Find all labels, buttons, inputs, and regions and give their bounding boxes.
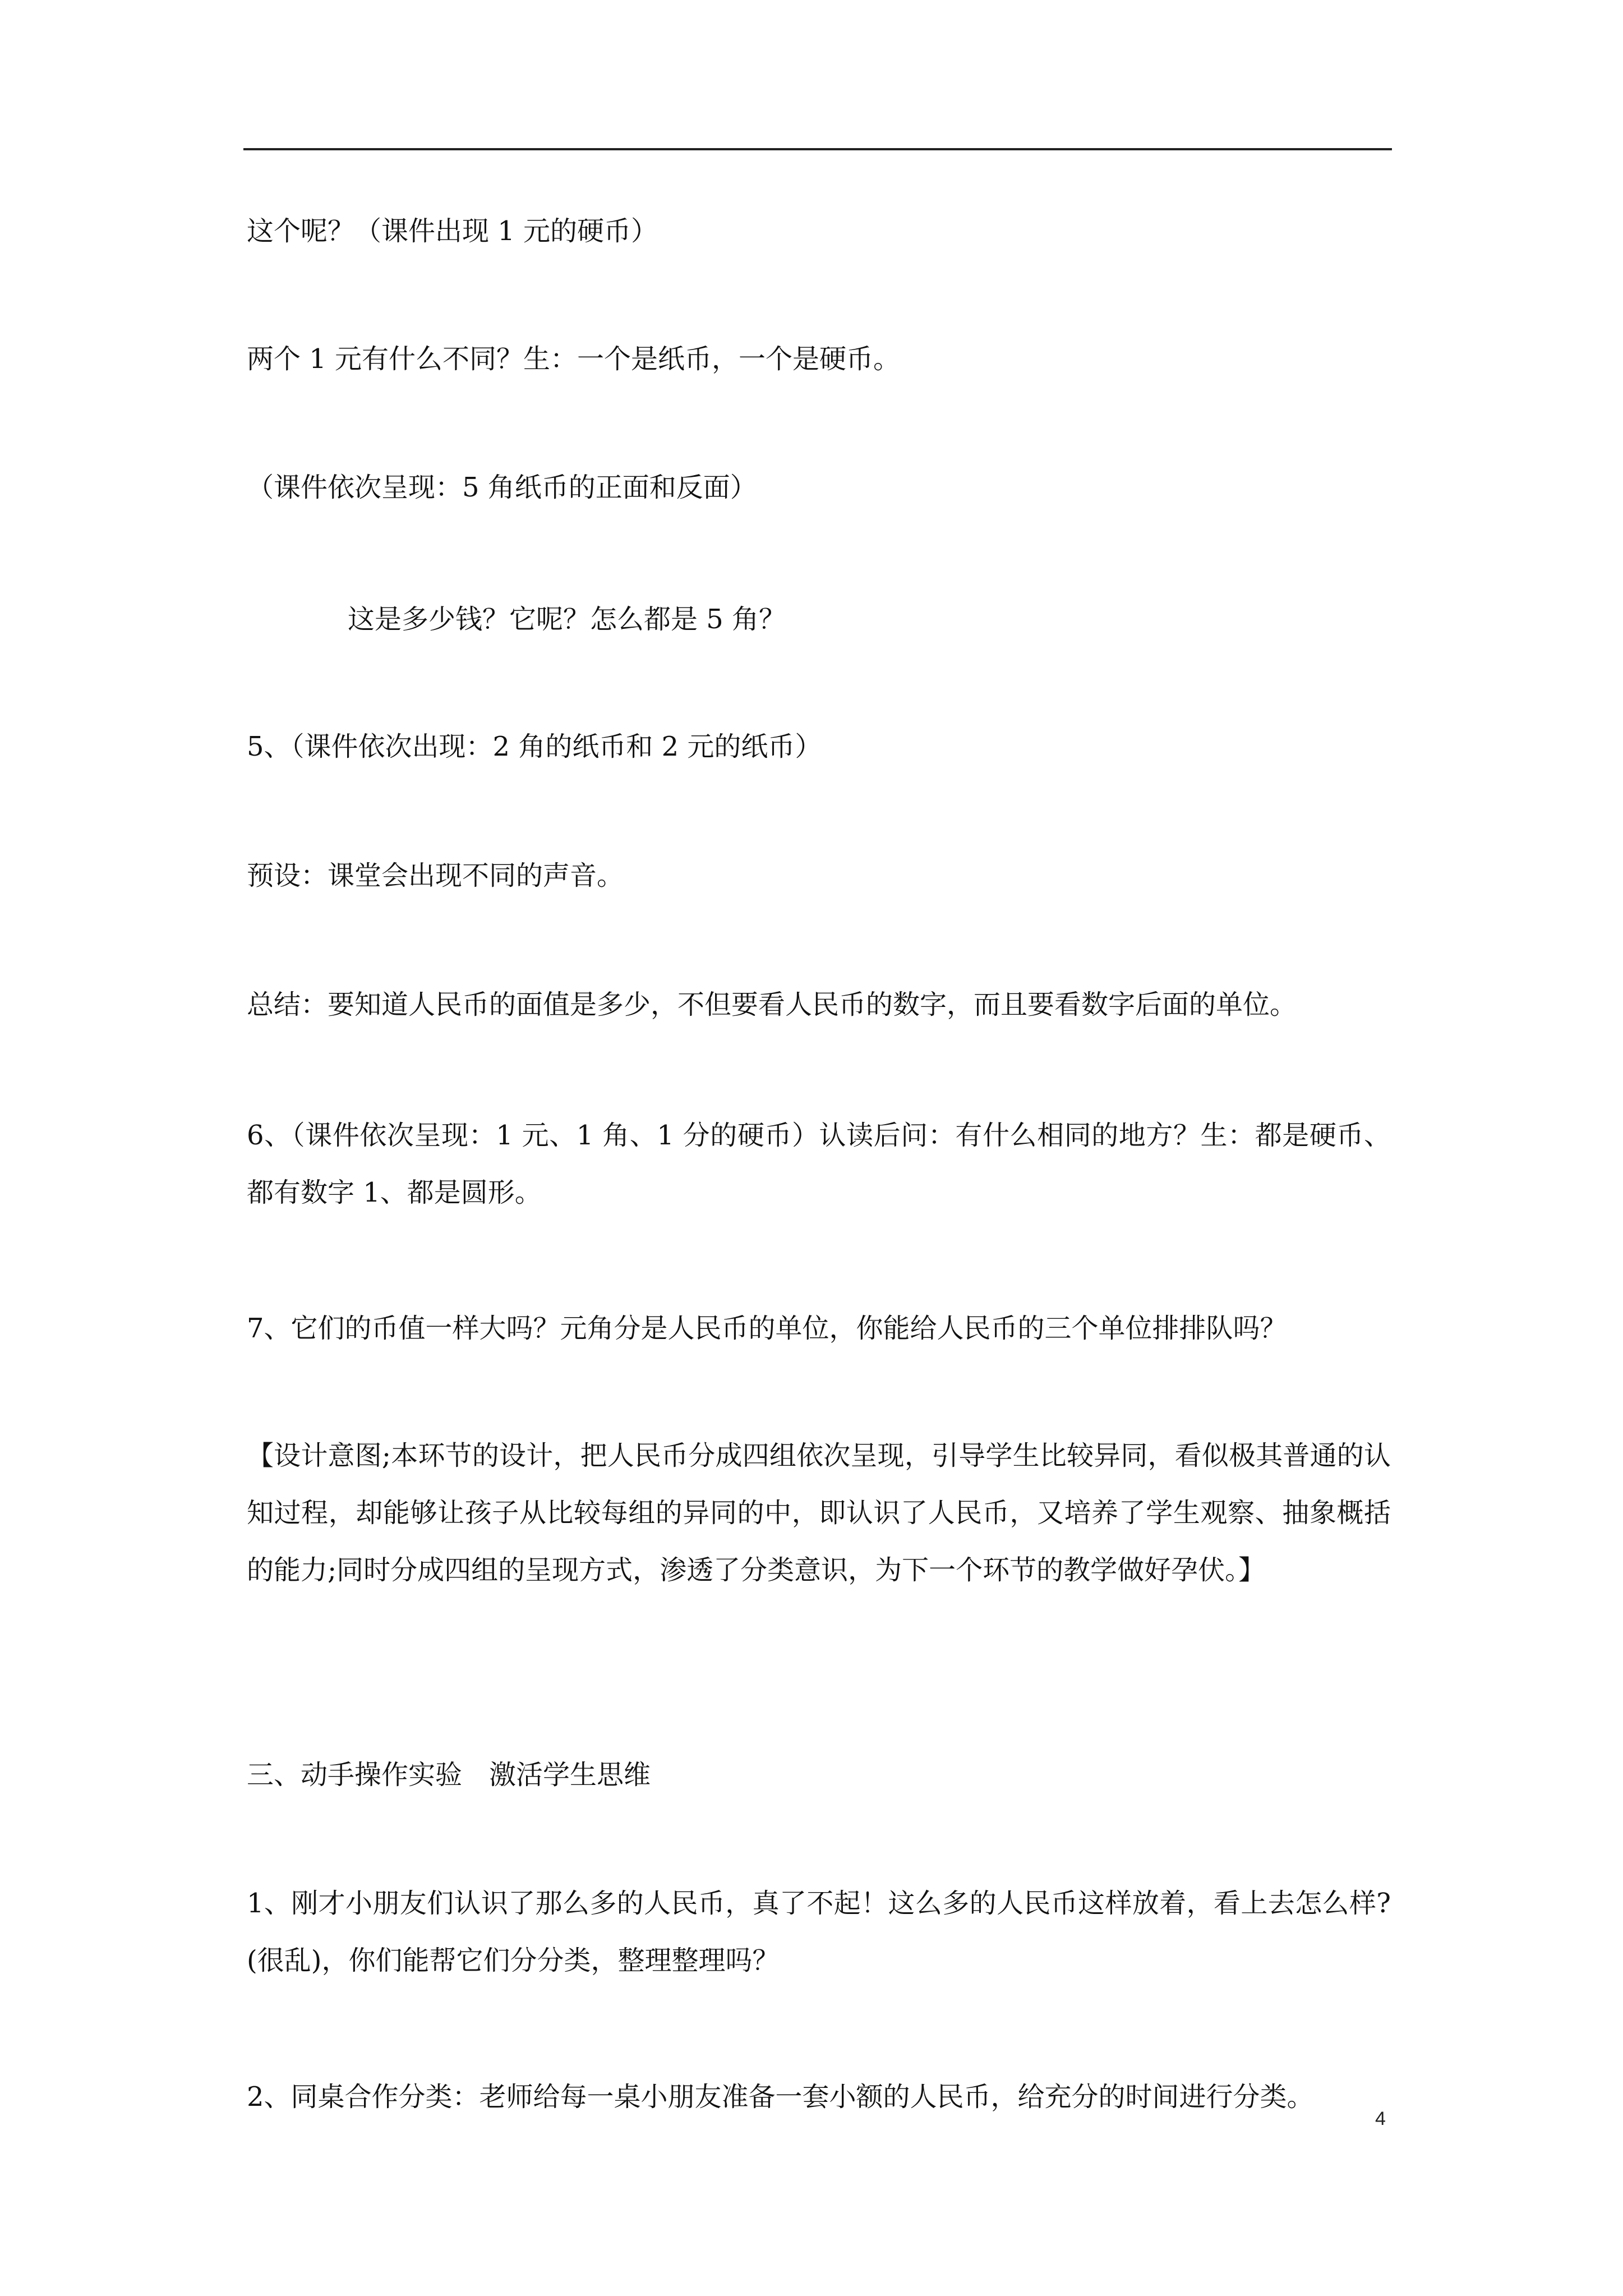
paragraph-preset: 预设：课堂会出现不同的声音。	[247, 860, 624, 891]
paragraph-five-jiao-question: 这是多少钱？它呢？怎么都是 5 角？	[348, 604, 786, 635]
header-rule	[243, 148, 1392, 150]
page-number: 4	[1375, 2108, 1386, 2129]
paragraph-summary: 总结：要知道人民币的面值是多少，不但要看人民币的数字，而且要看数字后面的单位。	[247, 989, 1297, 1020]
paragraph-step-1: 1、刚才小朋友们认识了那么多的人民币，真了不起！这么多的人民币这样放着，看上去怎么样?(很乱)，你们能帮它们分分类，整理整理吗？	[247, 1888, 1391, 1976]
paragraph-step-6: 6、（课件依次呈现：1 元、1 角、1 分的硬币）认读后问：有什么相同的地方？生：都是硬币、都有数字 1、都是圆形。	[247, 1120, 1391, 1208]
section-heading-3: 三、动手操作实验 激活学生思维	[247, 1759, 651, 1791]
paragraph-difference-question: 两个 1 元有什么不同？生：一个是纸币，一个是硬币。	[247, 343, 901, 375]
paragraph-step-7: 7、它们的币值一样大吗？元角分是人民币的单位，你能给人民币的三个单位排排队吗？	[247, 1313, 1287, 1344]
paragraph-design-intent: 【设计意图;本环节的设计，把人民币分成四组依次呈现，引导学生比较异同，看似极其普通的认知过程，却能够让孩子从比较每组的异同的中，即认识了人民币，又培养了学生观察、抽象概括的能力;同时分成四组的呈现方式，渗透了分类意识，为下一个环节的教学做好孕伏。】	[247, 1440, 1391, 1586]
paragraph-step-5: 5、（课件依次出现：2 角的纸币和 2 元的纸币）	[247, 731, 822, 762]
paragraph-step-2: 2、同桌合作分类：老师给每一桌小朋友准备一套小额的人民币，给充分的时间进行分类。	[247, 2081, 1314, 2113]
paragraph-coin-question: 这个呢？（课件出现 1 元的硬币）	[247, 215, 658, 247]
paragraph-five-jiao-note: （课件依次呈现：5 角纸币的正面和反面）	[247, 472, 757, 503]
